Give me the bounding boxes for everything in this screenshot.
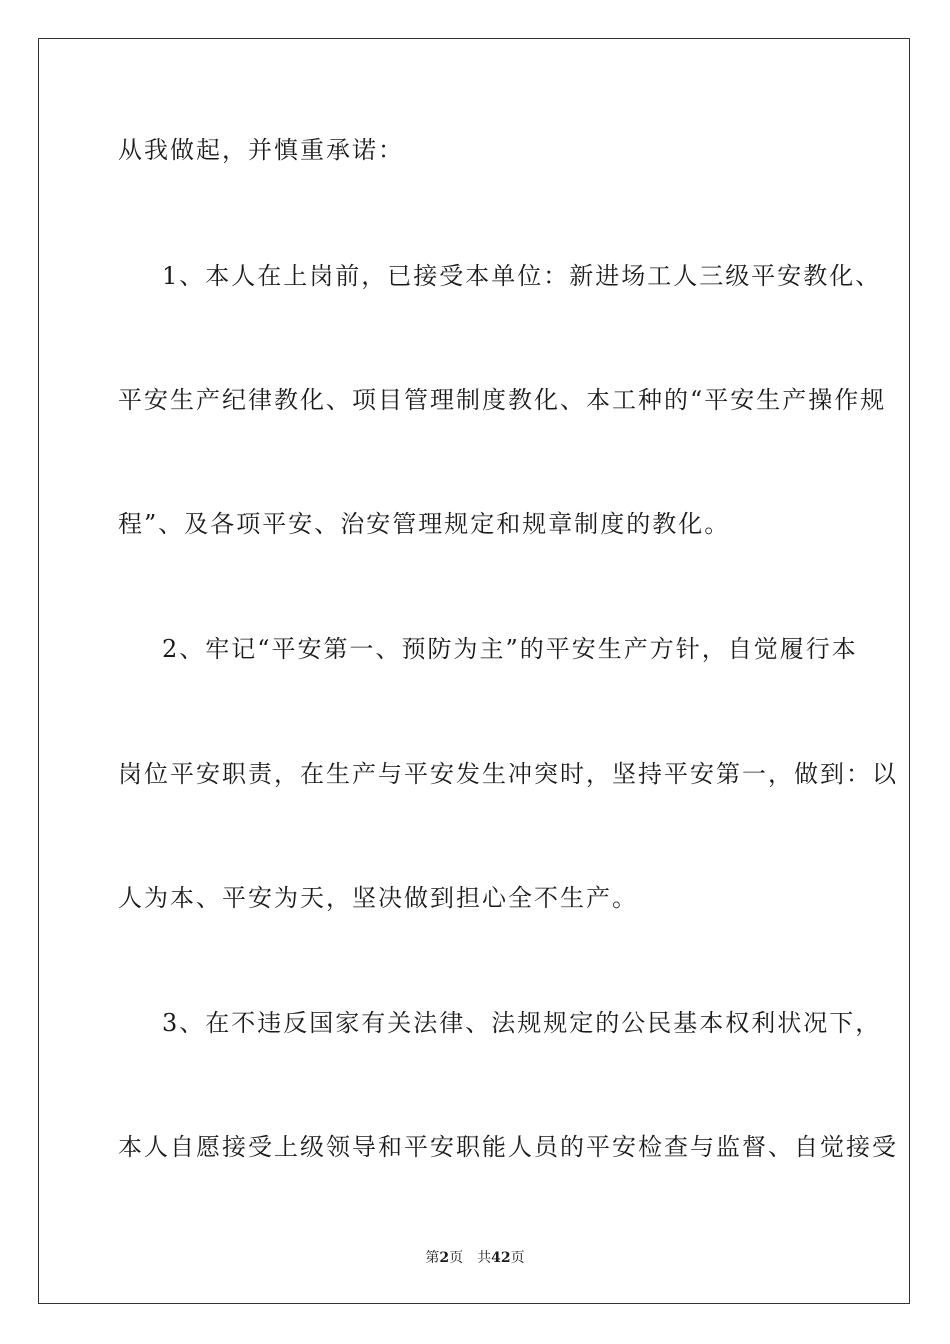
- total-suffix: 页: [510, 1250, 525, 1266]
- text-line-3: 平安生产纪律教化、项目管理制度教化、本工种的“平安生产操作规: [118, 386, 887, 414]
- total-pages: 42: [491, 1250, 511, 1266]
- text-line-6: 岗位平安职责，在生产与平安发生冲突时，坚持平安第一，做到：以: [118, 760, 898, 788]
- text-line-4: 程”、及各项平安、治安管理规定和规章制度的教化。: [118, 510, 731, 538]
- page-prefix: 第: [425, 1250, 440, 1266]
- text-line-5: 2、牢记“平安第一、预防为主”的平安生产方针，自觉履行本: [162, 635, 858, 663]
- text-line-8: 3、在不违反国家有关法律、法规规定的公民基本权利状况下，: [162, 1009, 882, 1037]
- page-number: 2: [439, 1250, 450, 1266]
- text-line-7: 人为本、平安为天，坚决做到担心全不生产。: [118, 884, 638, 912]
- page-footer: [0, 1249, 950, 1267]
- total-prefix: 共: [477, 1250, 492, 1266]
- text-line-9: 本人自愿接受上级领导和平安职能人员的平安检查与监督、自觉接受: [118, 1133, 898, 1161]
- text-line-2: 1、本人在上岗前，已接受本单位：新进场工人三级平安教化、: [162, 262, 882, 290]
- page-border: [38, 38, 910, 1304]
- page-suffix: 页: [449, 1250, 464, 1266]
- text-line-1: 从我做起，并慎重承诺：: [118, 136, 404, 164]
